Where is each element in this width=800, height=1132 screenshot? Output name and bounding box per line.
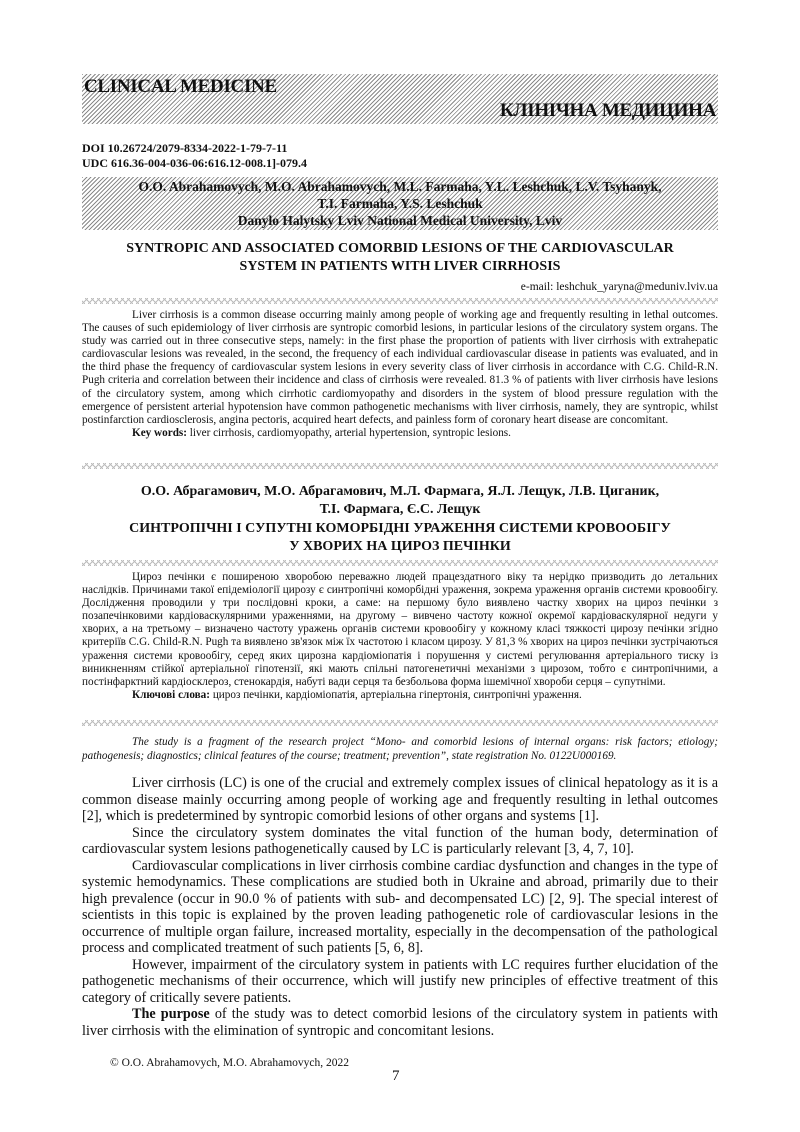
- divider: [82, 463, 718, 469]
- divider: [82, 560, 718, 566]
- keywords-ua-label: Ключові слова:: [132, 688, 211, 701]
- abstract-ua: [82, 571, 718, 702]
- authors-line-2: T.I. Farmaha, Y.S. Leshchuk: [317, 196, 483, 211]
- section-title-ua: КЛІНІЧНА МЕДИЦИНА: [499, 100, 716, 121]
- abstract-en-text: Liver cirrhosis is a common disease occurring mainly among people of working age and frequently resulting in lethal outcomes. The causes of such epidemiology of liver cirrhosis are syntropic comorbid lesions, in particular lesions of the circulatory system organs. The study was carried out in three consecutive steps, namely: in the first phase the proportion of patients with liver cirrhosis with extrahepatic cardiovascular lesions was revealed, in the second, the frequency of each individual cardiovascular disease in patients was evaluated, and in the third phase the frequency of cardiovascular system lesions in every severity class of liver cirrhosis in accordance with C.G. Child-R.N. Pugh criteria and correlation between their incidence and class of cirrhosis were revealed. 81.3 % of patients with liver cirrhosis have lesions of the circulatory system, among which cirrhotic cardiomyopathy and disorders in the system of blood pressure regulation with the emergence of persistent arterial hypotension have common pathogenetic mechanisms with liver cirrhosis, namely, they are syntropic, whilst postinfarction cardiosclerosis, angina pectoris, acquired heart defects, and painless form of coronary heart disease are concomitant.: [82, 309, 718, 426]
- contact-email[interactable]: e-mail: leshchuk_yaryna@meduniv.lviv.ua: [520, 281, 718, 293]
- article-body: [82, 775, 718, 1039]
- purpose-label: The purpose: [132, 1006, 210, 1022]
- article-title-ua: [82, 520, 718, 556]
- authors-ua-line-1: О.О. Абрагамович, М.О. Абрагамович, М.Л. Фармага, Я.Л. Лещук, Л.В. Циганик,: [140, 484, 660, 499]
- title-en-line-1: SYNTROPIC AND ASSOCIATED COMORBID LESIONS OF THE CARDIOVASCULAR: [126, 241, 674, 256]
- funding-text: The study is a fragment of the research project “Mono- and comorbid lesions of internal organs: risk factors; etiology; pathogenesis; diagnostics; clinical features of the course; treatment; prevention”, state registration No. 0122U000169.: [82, 736, 718, 762]
- divider: [82, 720, 718, 726]
- title-ua-line-1: СИНТРОПІЧНІ І СУПУТНІ КОМОРБІДНІ УРАЖЕННЯ СИСТЕМИ КРОВООБІГУ: [129, 521, 671, 536]
- abstract-ua-text: Цироз печінки є поширеною хворобою переважно людей працездатного віку та нерідко призводить до летальних наслідків. Причинами такої епідеміології цирозу є синтропічні коморбідні ураження, зокрема ураження органів системи кровообігу. Дослідження проводили у три послідовні кроки, а саме: на першому було виявлено частку хворих на цироз печінки з позапечінковими кардіоваскулярними ураженнями, на другому – вивчено частоту кожної окремої кардіоваскулярної недуги у хворих, а на третьому – визначено частоту уражень органів системи кровообігу у кожному класі тяжкості цирозу печінки згідно критеріїв C.G. Child-R.N. Pugh та виявлено зв'язок між їх частотою і класом цирозу. У 81,3 % хворих на цироз печінки зустрічаються ураження системи кровообігу, серед яких цирозна кардіоміопатія і порушення у системі регулювання артеріального тиску із виникненням стійкої артеріальної гіпотензії, які мають спільні патогенетичні механізми з цирозом, тобто є синтропічними, а постінфарктний кардіосклероз, стенокардія, набуті вади серця та безбольова форма ішемічної хвороби серця – супутніми.: [82, 571, 718, 688]
- body-paragraph-purpose: [82, 1006, 718, 1039]
- keywords-ua: [82, 689, 718, 702]
- funding-note: [82, 735, 718, 763]
- article-title-en: [82, 240, 718, 276]
- purpose-text: of the study was to detect comorbid lesions of the circulatory system in patients with liver cirrhosis with the elimination of syntropic and concomitant lesions.: [82, 1006, 719, 1039]
- doi: DOI 10.26724/2079-8334-2022-1-79-7-11: [82, 141, 288, 155]
- body-paragraph: However, impairment of the circulatory system in patients with LC requires further elucidation of the pathogenetic mechanisms of their occurrence, which will justify new principles of effective treatment of this category of critically severe patients.: [82, 956, 718, 1006]
- title-en-line-2: SYSTEM IN PATIENTS WITH LIVER CIRRHOSIS: [239, 259, 561, 274]
- copyright-notice: © O.O. Abrahamovych, M.O. Abrahamovych, 2022: [110, 1057, 350, 1069]
- title-ua-line-2: У ХВОРИХ НА ЦИРОЗ ПЕЧІНКИ: [289, 539, 511, 554]
- body-paragraph: Cardiovascular complications in liver cirrhosis combine cardiac dysfunction and changes in the type of systemic hemodynamics. These complications are studied both in Ukraine and abroad, primarily due to their high prevalence (occur in 90.0 % of patients with sub- and decompensated LC) [2, 9]. The special interest of scientists in this topic is explained by the proven leading pathogenetic role of cardiovascular lesions in the occurrence of multiple organ failure, increased mortality, especially in the decompensation of the pathological process and complicated treatment of such patients [5, 6, 8].: [82, 857, 718, 956]
- abstract-en: [82, 309, 718, 440]
- keywords-en-list: liver cirrhosis, cardiomyopathy, arterial hypertension, syntropic lesions.: [187, 426, 511, 439]
- keywords-en: [82, 427, 718, 440]
- body-paragraph: Liver cirrhosis (LC) is one of the crucial and extremely complex issues of clinical hepatology as it is a common disease mainly occurring among people of working age and frequently resulting in lethal outcomes [2], which is predetermined by syntropic comorbid lesions of other organs and systems [1].: [82, 775, 718, 824]
- authors-block-en: [82, 177, 718, 230]
- keywords-en-label: Key words:: [132, 426, 187, 439]
- keywords-ua-list: цироз печінки, кардіоміопатія, артеріальна гіпертонія, синтропічні ураження.: [210, 688, 582, 701]
- body-paragraph: Since the circulatory system dominates the vital function of the human body, determination of cardiovascular system lesions pathogenetically caused by LC is particularly relevant [3, 4, 7, 10].: [82, 824, 718, 857]
- divider: [82, 298, 718, 304]
- article-identifiers: [82, 141, 307, 171]
- authors-ua-line-2: Т.І. Фармага, Є.С. Лещук: [319, 502, 481, 517]
- authors-block-ua: [82, 483, 718, 519]
- section-banner: [82, 74, 718, 124]
- page-number: 7: [392, 1068, 400, 1084]
- affiliation: Danylo Halytsky Lviv National Medical University, Lviv: [237, 213, 563, 228]
- udc: UDC 616.36-004-036-06:616.12-008.1]-079.4: [82, 156, 307, 170]
- authors-line-1: O.O. Abrahamovych, M.O. Abrahamovych, M.L. Farmaha, Y.L. Leshchuk, L.V. Tsyhanyk,: [138, 179, 662, 194]
- section-title-en: CLINICAL MEDICINE: [84, 76, 277, 97]
